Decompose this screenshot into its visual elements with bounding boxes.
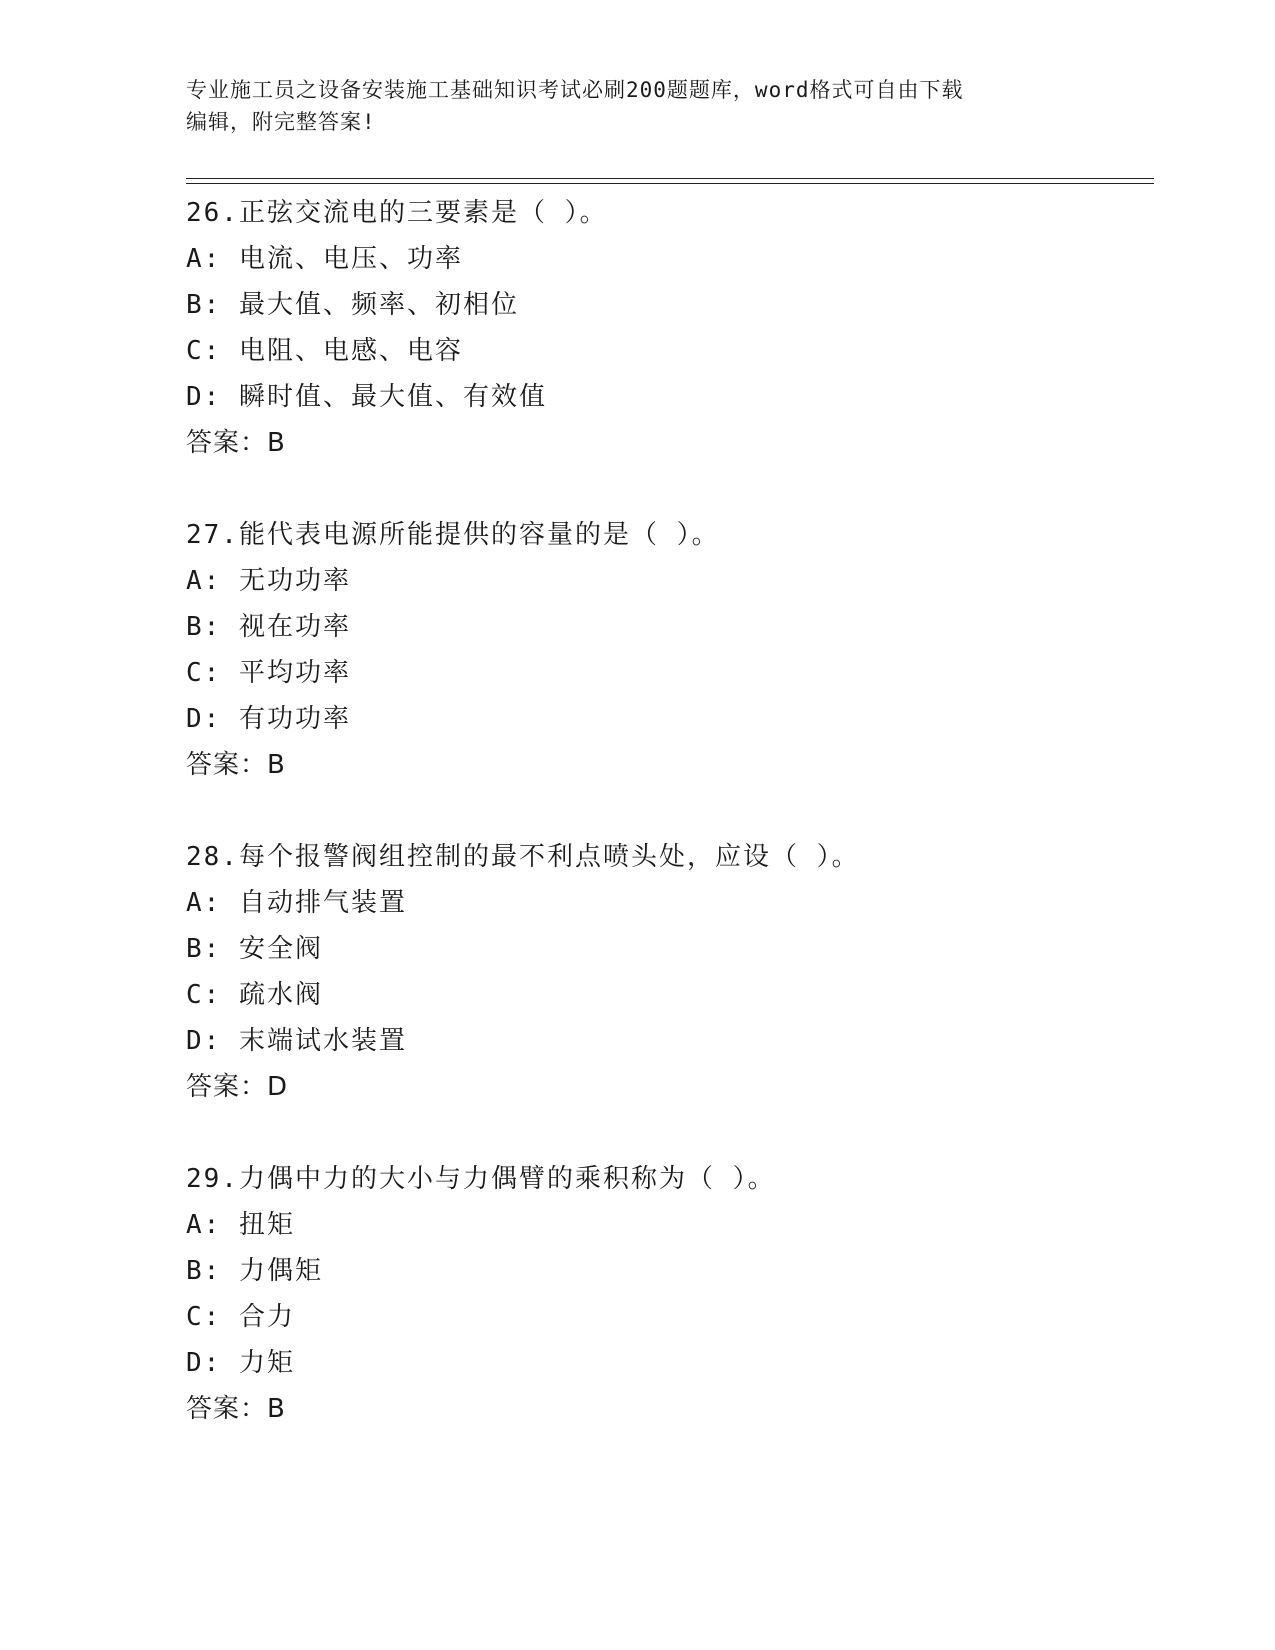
answer: 答案：B [186, 1394, 286, 1424]
document-header [186, 74, 1066, 138]
question-stem [186, 512, 1154, 558]
option-b: B: 安全阀 [186, 934, 323, 964]
option-c: C: 合力 [186, 1302, 295, 1332]
question-27 [186, 512, 1154, 788]
question-number: 27. [186, 520, 239, 550]
question-number: 29. [186, 1164, 239, 1194]
option-b: B: 视在功率 [186, 612, 351, 642]
answer: 答案：B [186, 428, 286, 458]
option-c: C: 电阻、电感、电容 [186, 336, 463, 366]
question-text: 正弦交流电的三要素是（ ）。 [238, 198, 608, 228]
answer: 答案：B [186, 750, 286, 780]
option-c: C: 平均功率 [186, 658, 351, 688]
option-b: B: 力偶矩 [186, 1256, 323, 1286]
answer: 答案：D [186, 1072, 289, 1102]
question-text: 每个报警阀组控制的最不利点喷头处，应设（ ）。 [238, 842, 860, 872]
option-a: A: 电流、电压、功率 [186, 244, 463, 274]
header-divider [186, 178, 1154, 184]
option-a: A: 无功功率 [186, 566, 351, 596]
question-stem [186, 190, 1154, 236]
option-b: B: 最大值、频率、初相位 [186, 290, 519, 320]
question-26 [186, 190, 1154, 466]
option-d: D: 力矩 [186, 1348, 295, 1378]
question-28 [186, 834, 1154, 1110]
header-line-1: 专业施工员之设备安装施工基础知识考试必刷200题题库，word格式可自由下载 [186, 78, 964, 102]
question-text: 能代表电源所能提供的容量的是（ ）。 [238, 520, 720, 550]
option-d: D: 瞬时值、最大值、有效值 [186, 382, 547, 412]
question-text: 力偶中力的大小与力偶臂的乘积称为（ ）。 [238, 1164, 776, 1194]
option-c: C: 疏水阀 [186, 980, 323, 1010]
question-number: 26. [186, 198, 239, 228]
question-stem [186, 834, 1154, 880]
question-29 [186, 1156, 1154, 1432]
document-page [186, 0, 1156, 1650]
option-a: A: 自动排气装置 [186, 888, 407, 918]
option-d: D: 有功功率 [186, 704, 351, 734]
question-stem [186, 1156, 1154, 1202]
header-line-2: 编辑，附完整答案! [186, 110, 376, 134]
question-number: 28. [186, 842, 239, 872]
option-a: A: 扭矩 [186, 1210, 295, 1240]
question-list [186, 190, 1154, 1478]
option-d: D: 末端试水装置 [186, 1026, 407, 1056]
